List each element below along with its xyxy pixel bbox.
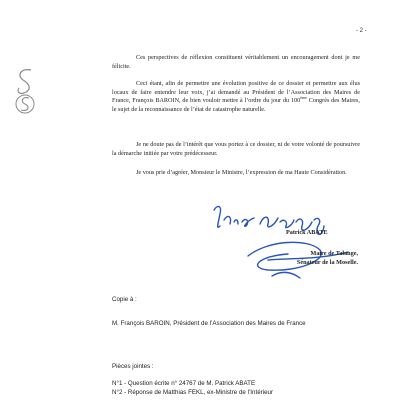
paragraph-text: Je vous prie d’agréer, Monsieur le Ministre, l’expression de ma Haute Considération. [136,169,347,176]
paragraph-interest [112,141,360,158]
attachment-item: N°2 - Réponse de Matthias FEKL, ex-Ministre de l’Intérieur [112,388,274,396]
paragraph-perspectives [112,54,360,71]
signatory-title-line: Sénateur de la Moselle. [296,258,358,266]
paragraph-closing [112,169,360,178]
paragraph-text: Je ne doute pas de l’intérêt que vous portez à ce dossier, ni de votre volonté de poursuivre la démarche initiée par votre prédécesseur. [112,141,360,157]
paragraph-text-part1: Ceci étant, afin de permettre une évolution positive de ce dossier et permettre aux élus locaux de faire entendre leur voix, j’ai demandé au Président de l’Association des Maires de France, François BAROIN, de bien vouloir mettre à l’ordre du jour du 100 [112,80,360,105]
paragraph-text [112,80,360,114]
attachment-item: N°1 - Question écrite n° 24767 de M. Patrick ABATE [112,380,256,387]
paragraph-text-part2: Congrès des Maires, le sujet de la reconnaissance de l’état de catastrophe naturelle. [112,97,360,113]
superscript-ordinal: ème [300,95,307,101]
signatory-title-line: Maire de Talange, [310,250,358,257]
handwritten-signature [208,200,358,290]
signatory-title [258,250,358,267]
copy-recipient: M. François BAROIN, Président de l’Association des Maires de France [112,320,306,327]
attachments-label: Pièces jointes : [112,363,154,370]
paragraph-text: Ces perspectives de réflexion constituent véritablement un encouragement dont je me félicite. [112,54,360,70]
senat-seal-icon [14,66,36,118]
attachments-list [112,380,273,397]
copy-label: Copie à : [112,296,137,303]
page-number: - 2 - [356,28,367,34]
paragraph-congress-request [112,80,360,114]
signatory-name: Patrick ABATE [286,229,328,236]
